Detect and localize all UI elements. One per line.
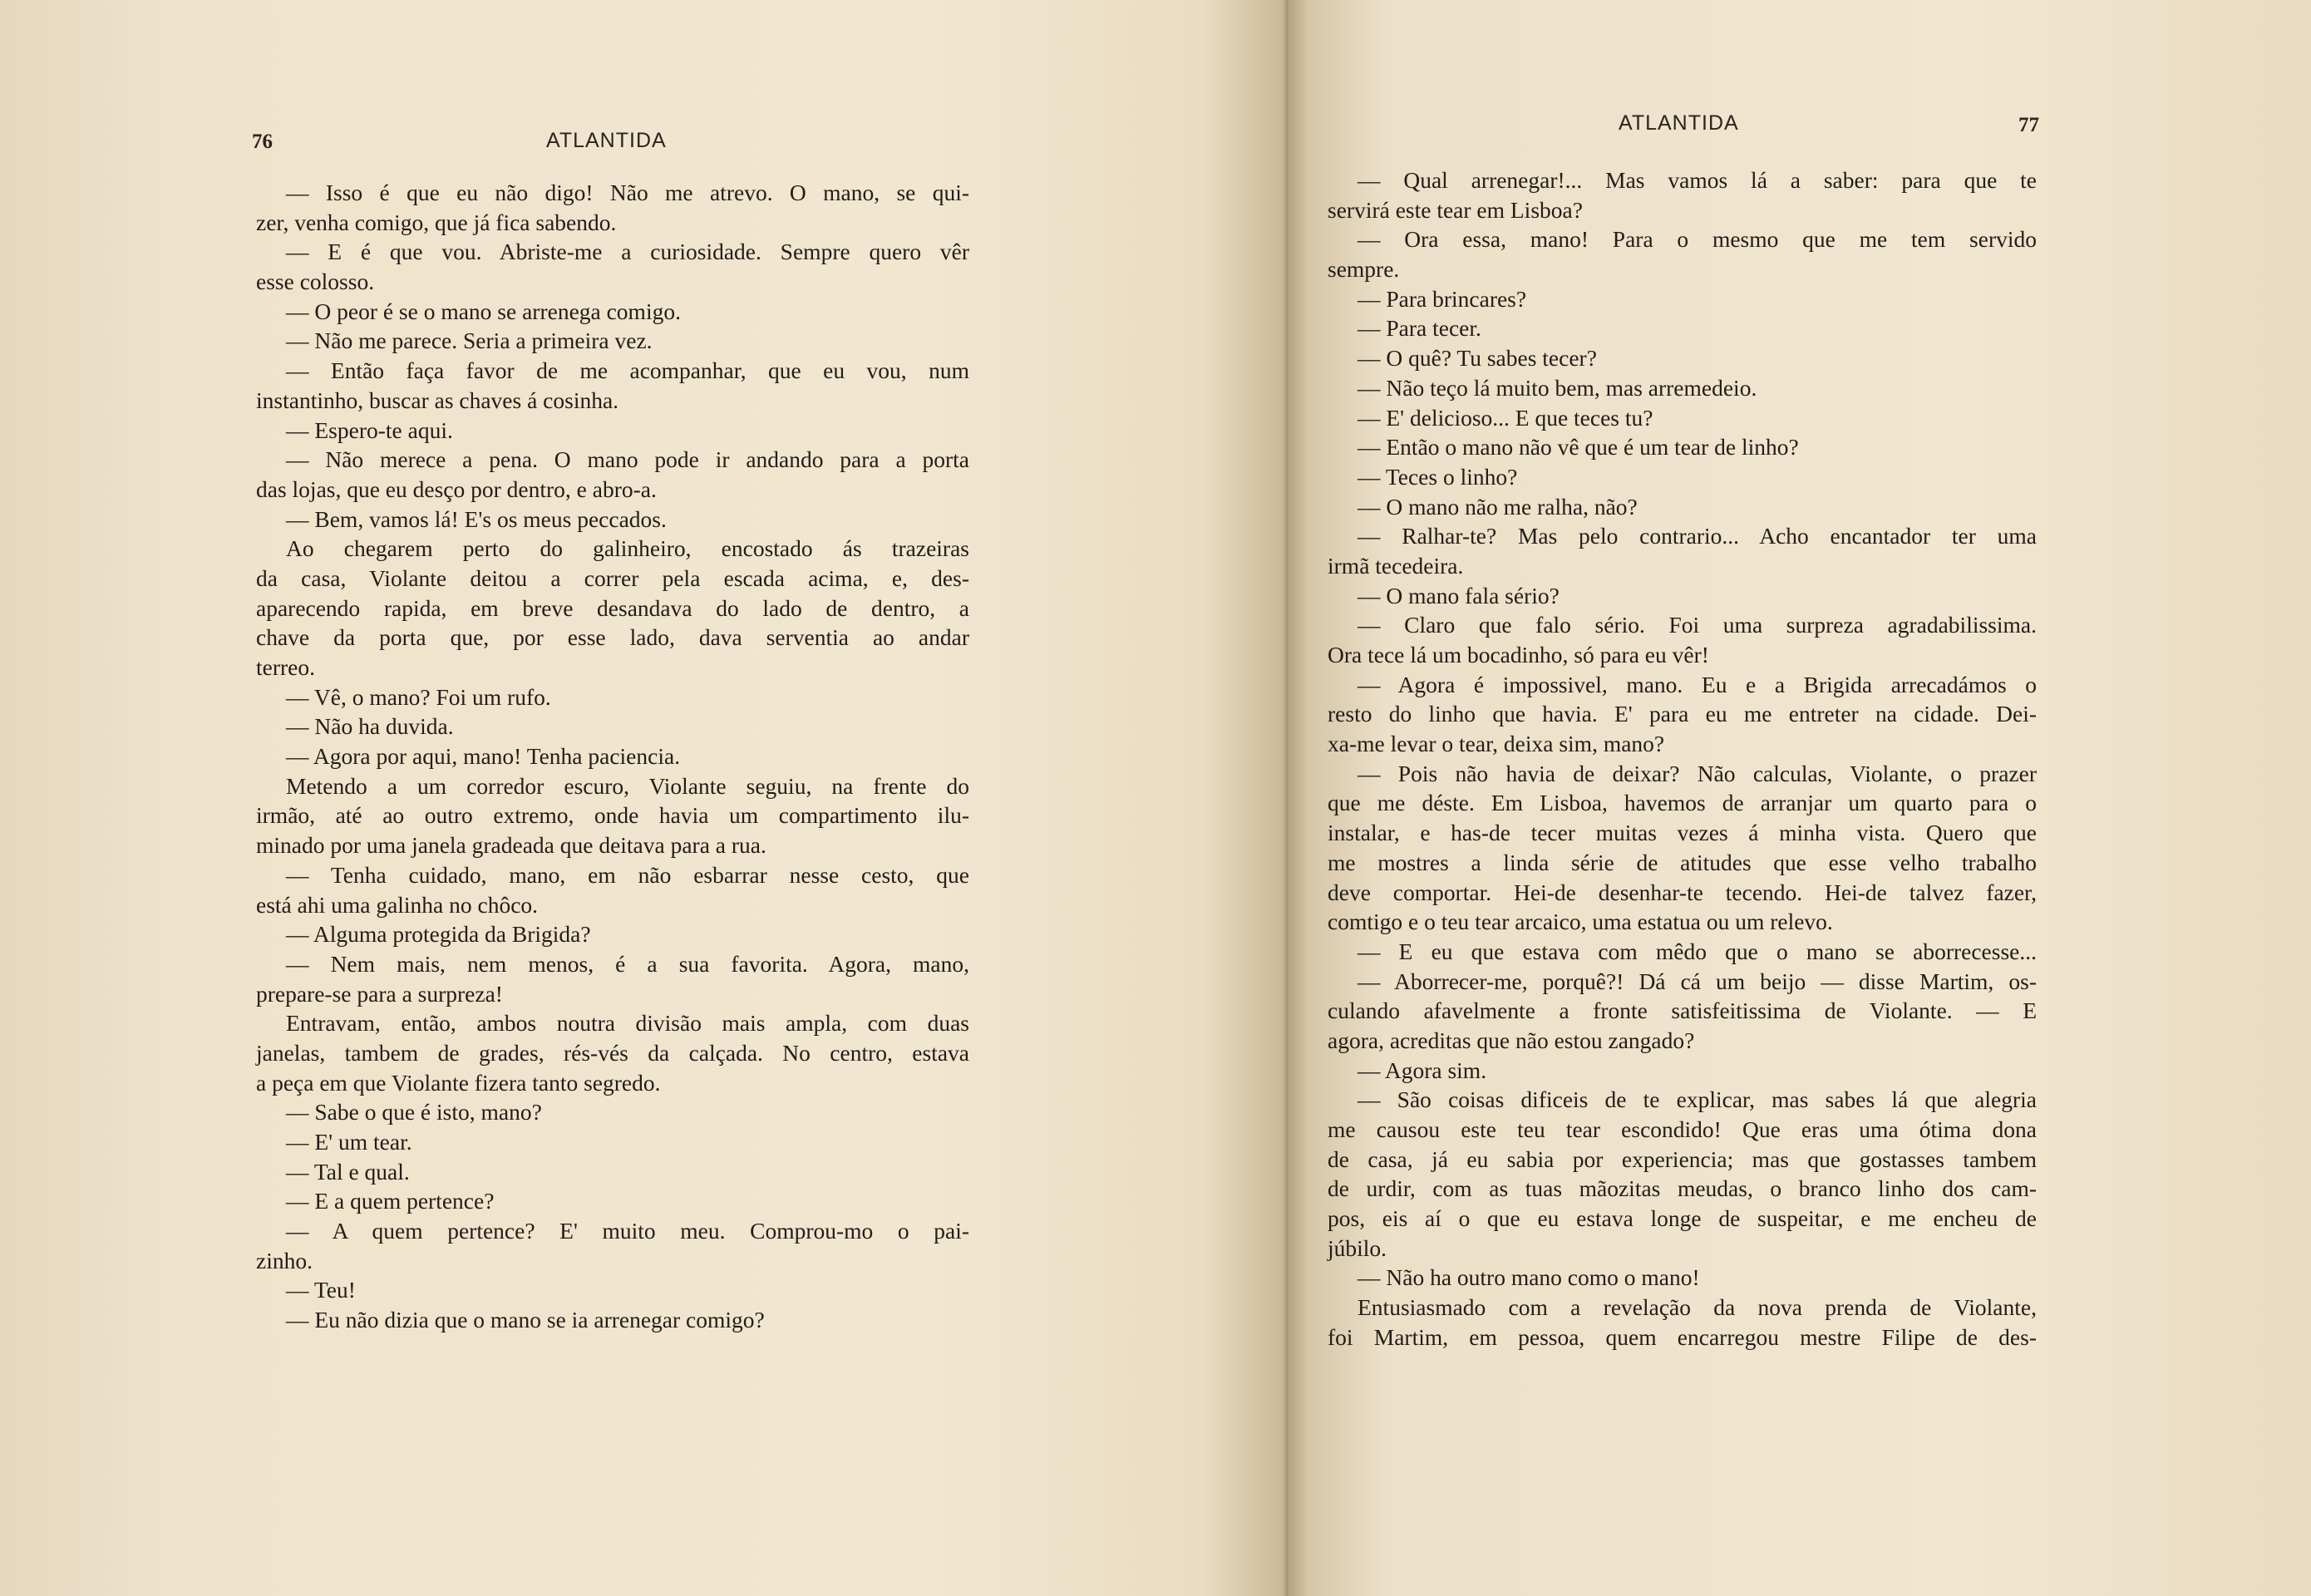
text-line: — Agora por aqui, mano! Tenha paciencia. [286, 743, 681, 770]
page-number: 76 [252, 131, 273, 153]
text-line: Entravam, então, ambos noutra divisão mais ampla, com duas [286, 1010, 969, 1037]
text-line: — Espero-te aqui. [286, 416, 453, 443]
text-line: — O peor é se o mano se arrenega comigo. [286, 298, 681, 324]
text-line: Entusiasmado com a revelação da nova prenda de Violante, [1358, 1294, 2037, 1321]
text-line: aparecendo rapida, em breve desandava do lado de dentro, a [256, 594, 969, 621]
right-page [1164, 0, 2311, 1596]
text-line: comtigo e o teu tear arcaico, uma estatua ou um relevo. [1328, 909, 1833, 935]
text-line: — E eu que estava com mêdo que o mano se aborrecesse... [1358, 938, 2037, 964]
text-line: zer, venha comigo, que já fica sabendo. [256, 209, 617, 235]
text-line: instantinho, buscar as chaves á cosinha. [256, 387, 619, 413]
text-line: — Para tecer. [1358, 315, 1481, 342]
text-line: — Ora essa, mano! Para o mesmo que me tem servido [1358, 226, 2037, 253]
text-line: — Eu não dizia que o mano se ia arrenegar comigo? [286, 1307, 765, 1333]
text-line: xa-me levar o tear, deixa sim, mano? [1328, 731, 1665, 757]
left-page [0, 0, 1147, 1596]
text-line: Ao chegarem perto do galinheiro, encostado ás trazeiras [286, 535, 969, 562]
text-line: me causou este teu tear escondido! Que eras uma ótima dona [1328, 1116, 2037, 1142]
text-line: terreo. [256, 654, 315, 680]
text-line: — Não ha duvida. [286, 713, 454, 740]
text-line: prepare-se para a surpreza! [256, 980, 503, 1007]
text-line: de casa, já eu sabia por experiencia; mas que gostasses tambem [1328, 1145, 2037, 1172]
text-line: — Não me parece. Seria a primeira vez. [286, 328, 653, 354]
text-line: — Vê, o mano? Foi um rufo. [286, 683, 551, 710]
text-line: servirá este tear em Lisboa? [1328, 196, 1583, 223]
text-line: sempre. [1328, 256, 1400, 283]
text-line: agora, acreditas que não estou zangado? [1328, 1027, 1695, 1053]
text-line: — Aborrecer-me, porquê?! Dá cá um beijo — disse Martim, os- [1358, 968, 2037, 994]
running-head: ATLANTIDA [1619, 111, 1739, 135]
text-line: — Não merece a pena. O mano pode ir andando para a porta [286, 446, 969, 473]
text-line: — Claro que falo sério. Foi uma surpreza agradabilissima. [1358, 612, 2037, 638]
text-line: — Nem mais, nem menos, é a sua favorita. Agora, mano, [286, 950, 969, 977]
text-line: — Alguma protegida da Brigida? [286, 921, 591, 948]
text-line: chave da porta que, por esse lado, dava serventia ao andar [256, 624, 969, 651]
text-line: irmão, até ao outro extremo, onde havia um compartimento ilu- [256, 802, 969, 829]
text-line: minado por uma janela gradeada que deitava para a rua. [256, 832, 766, 859]
page-body-text [256, 178, 969, 1335]
text-line: — Teces o linho? [1358, 463, 1518, 490]
text-line: instalar, e has-de tecer muitas vezes á minha vista. Quero que [1328, 820, 2037, 846]
text-line: — E a quem pertence? [286, 1188, 495, 1214]
text-line: que me déste. Em Lisboa, havemos de arranjar um quarto para o [1328, 790, 2037, 816]
text-line: — Pois não havia de deixar? Não calculas, Violante, o prazer [1358, 760, 2037, 786]
text-line: — Ralhar-te? Mas pelo contrario... Acho encantador ter uma [1358, 523, 2037, 549]
text-line: janelas, tambem de grades, rés-vés da calçada. No centro, estava [256, 1039, 969, 1066]
text-line: — Para brincares? [1358, 285, 1527, 312]
text-line: — E é que vou. Abriste-me a curiosidade. Sempre quero vêr [286, 239, 969, 265]
page-number: 77 [2018, 114, 2039, 136]
text-line: a peça em que Violante fizera tanto segredo. [256, 1069, 661, 1096]
text-line: de urdir, com as tuas mãozitas meudas, o branco linho dos cam- [1328, 1175, 2037, 1202]
text-line: — O mano fala sério? [1358, 582, 1560, 608]
text-line: — Tal e qual. [286, 1158, 410, 1185]
text-line: da casa, Violante deitou a correr pela escada acima, e, des- [256, 564, 969, 591]
text-line: resto do linho que havia. E' para eu me entreter na cidade. Dei- [1328, 701, 2037, 727]
text-line: irmã tecedeira. [1328, 552, 1464, 579]
text-line: das lojas, que eu desço por dentro, e abro-a. [256, 475, 657, 502]
running-head: ATLANTIDA [546, 129, 667, 152]
text-line: esse colosso. [256, 268, 375, 295]
text-line: — O mano não me ralha, não? [1358, 493, 1638, 520]
text-line: — Qual arrenegar!... Mas vamos lá a saber: para que te [1358, 167, 2037, 193]
text-line: — Não ha outro mano como o mano! [1358, 1264, 1700, 1291]
text-line: me mostres a linda série de atitudes que esse velho trabalho [1328, 849, 2037, 875]
text-line: — Agora é impossivel, mano. Eu e a Brigida arrecadámos o [1358, 671, 2037, 697]
text-line: — Bem, vamos lá! E's os meus peccados. [286, 505, 667, 532]
text-line: culando afavelmente a fronte satisfeitissima de Violante. — E [1328, 998, 2037, 1024]
text-line: foi Martim, em pessoa, quem encarregou mestre Filipe de des- [1328, 1323, 2037, 1350]
text-line: pos, eis aí o que eu estava longe de suspeitar, e me encheu de [1328, 1205, 2037, 1232]
text-line: — São coisas dificeis de te explicar, mas sabes lá que alegria [1358, 1086, 2037, 1113]
text-line: está ahi uma galinha no chôco. [256, 891, 539, 918]
text-line: — A quem pertence? E' muito meu. Comprou-mo o pai- [286, 1218, 969, 1244]
text-line: — Então faça favor de me acompanhar, que eu vou, num [286, 357, 969, 384]
text-line: — O quê? Tu sabes tecer? [1358, 345, 1597, 372]
text-line: Metendo a um corredor escuro, Violante seguiu, na frente do [286, 772, 969, 799]
page-body-text [1328, 165, 2037, 1352]
text-line: Ora tece lá um bocadinho, só para eu vêr! [1328, 642, 1709, 667]
text-line: — Tenha cuidado, mano, em não esbarrar nesse cesto, que [286, 861, 969, 888]
text-line: — Sabe o que é isto, mano? [286, 1099, 542, 1126]
text-line: zinho. [256, 1247, 313, 1273]
text-line: — E' um tear. [286, 1129, 412, 1155]
text-line: — Então o mano não vê que é um tear de linho? [1358, 434, 1799, 461]
text-line: júbilo. [1328, 1234, 1387, 1261]
text-line: — Teu! [286, 1277, 356, 1303]
text-line: — Agora sim. [1358, 1057, 1487, 1083]
text-line: deve comportar. Hei-de desenhar-te tecendo. Hei-de talvez fazer, [1328, 879, 2037, 905]
text-line: — Não teço lá muito bem, mas arremedeio. [1358, 374, 1757, 401]
text-line: — E' delicioso... E que teces tu? [1358, 404, 1653, 431]
text-line: — Isso é que eu não digo! Não me atrevo. O mano, se qui- [286, 180, 969, 205]
